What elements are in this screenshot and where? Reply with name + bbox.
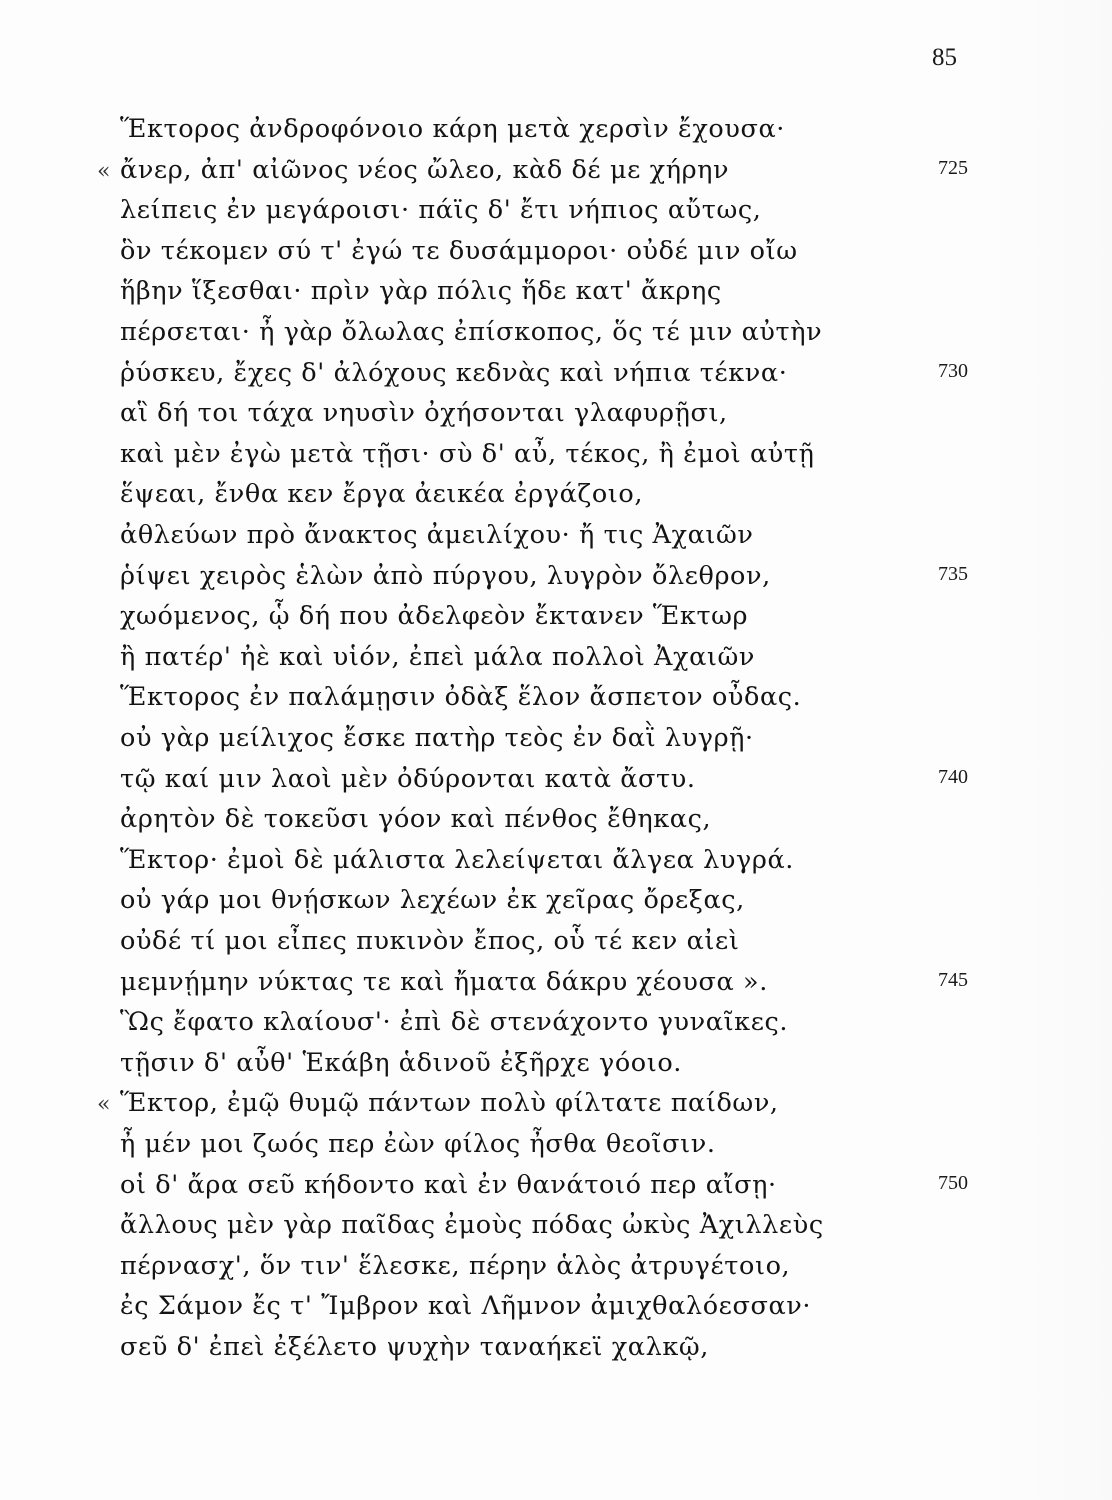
verse-line	[0, 1170, 1112, 1206]
verse-text: Ἕκτορ, ἐμῷ θυμῷ πάντων πολὺ φίλτατε παίδων,	[120, 1088, 779, 1119]
verse-text: χωόμενος, ᾧ δή που ἀδελφεὸν ἔκτανεν Ἕκτωρ	[120, 601, 749, 632]
verse-text: ῥύσκευ, ἔχες δ' ἀλόχους κεδνὰς καὶ νήπια τέκνα·	[120, 357, 788, 388]
verse-line	[0, 1210, 1112, 1246]
verse-text: μεμνῄμην νύκτας τε καὶ ἤματα δάκρυ χέουσα ».	[120, 966, 768, 997]
verse-line	[0, 1088, 1112, 1124]
verse-line	[0, 1007, 1112, 1043]
quote-marker: «	[97, 158, 111, 184]
line-number: 745	[938, 968, 968, 991]
verse-text: οὐδέ τί μοι εἶπες πυκινὸν ἔπος, οὗ τέ κεν αἰεὶ	[120, 926, 740, 956]
verse-line	[0, 114, 1112, 150]
verse-line	[0, 1332, 1112, 1368]
verse-line	[0, 926, 1112, 962]
verse-line	[0, 804, 1112, 840]
verse-text: ἐς Σάμον ἔς τ' Ἴμβρον καὶ Λῆμνον ἀμιχθαλόεσσαν·	[120, 1291, 812, 1322]
verse-text: καὶ μὲν ἐγὼ μετὰ τῇσι· σὺ δ' αὖ, τέκος, ἢ ἐμοὶ αὐτῇ	[120, 438, 815, 469]
verse-line	[0, 885, 1112, 921]
verse-line	[0, 845, 1112, 881]
verse-text: οἱ δ' ἄρα σεῦ κήδοντο καὶ ἐν θανάτοιό περ αἴσῃ·	[120, 1169, 777, 1200]
line-number: 735	[938, 562, 968, 585]
verse-text: τῷ καί μιν λαοὶ μὲν ὀδύρονται κατὰ ἄστυ.	[120, 763, 696, 794]
verse-text: Ἕκτορος ἐν παλάμῃσιν ὀδὰξ ἕλον ἄσπετον οὖδας.	[120, 682, 802, 713]
verse-text: Ἕκτορος ἀνδροφόνοιο κάρη μετὰ χερσὶν ἔχουσα·	[120, 114, 785, 144]
verse-text: ἄνερ, ἀπ' αἰῶνος νέος ὤλεο, κὰδ δέ με χήρην	[120, 154, 730, 185]
verse-line	[0, 1291, 1112, 1327]
verse-text: πέρνασχ', ὅν τιν' ἕλεσκε, πέρην ἁλὸς ἀτρυγέτοιο,	[120, 1250, 791, 1281]
verse-line	[0, 439, 1112, 475]
verse-text: οὐ γάρ μοι θνῄσκων λεχέων ἐκ χεῖρας ὄρεξας,	[120, 885, 745, 916]
verse-text: ῥίψει χειρὸς ἑλὼν ἀπὸ πύργου, λυγρὸν ὄλεθρον,	[120, 560, 771, 591]
verse-line	[0, 967, 1112, 1003]
verse-line	[0, 276, 1112, 312]
verse-text: Ὣς ἔφατο κλαίουσ'· ἐπὶ δὲ στενάχοντο γυναῖκες.	[120, 1007, 789, 1038]
verse-text: πέρσεται· ἦ γὰρ ὄλωλας ἐπίσκοπος, ὅς τέ μιν αὐτὴν	[120, 317, 823, 347]
verse-line	[0, 764, 1112, 800]
verse-line	[0, 155, 1112, 191]
verse-line	[0, 195, 1112, 231]
line-number: 740	[938, 765, 968, 788]
verse-text: οὐ γὰρ μείλιχος ἔσκε πατὴρ τεὸς ἐν δαῒ λυγρῇ·	[120, 723, 754, 753]
verse-text: ἥβην ἵξεσθαι· πρὶν γὰρ πόλις ἥδε κατ' ἄκρης	[120, 276, 722, 307]
verse-text: αἳ δή τοι τάχα νηυσὶν ὀχήσονται γλαφυρῇσι,	[120, 398, 728, 429]
verse-line	[0, 682, 1112, 718]
verse-line	[0, 1251, 1112, 1287]
verse-line	[0, 236, 1112, 272]
quote-marker: «	[97, 1092, 111, 1118]
verse-line	[0, 642, 1112, 678]
verse-text: ἀθλεύων πρὸ ἄνακτος ἀμειλίχου· ἤ τις Ἀχαιῶν	[120, 520, 754, 550]
verse-text: ἄλλους μὲν γὰρ παῖδας ἐμοὺς πόδας ὠκὺς Ἀχιλλεὺς	[120, 1210, 824, 1241]
verse-line	[0, 398, 1112, 434]
line-number: 725	[938, 156, 968, 179]
verse-text: ἦ μέν μοι ζωός περ ἐὼν φίλος ἦσθα θεοῖσιν.	[120, 1129, 716, 1159]
page-number: 85	[932, 44, 957, 71]
line-number: 730	[938, 359, 968, 382]
line-number: 750	[938, 1171, 968, 1194]
verse-text: ἕψεαι, ἔνθα κεν ἔργα ἀεικέα ἐργάζοιο,	[120, 479, 644, 510]
verse-line	[0, 601, 1112, 637]
verse-line	[0, 723, 1112, 759]
verse-text: Ἕκτορ· ἐμοὶ δὲ μάλιστα λελείψεται ἄλγεα λυγρά.	[120, 844, 794, 875]
verse-text: ἀρητὸν δὲ τοκεῦσι γόον καὶ πένθος ἔθηκας,	[120, 804, 712, 835]
verse-text: ὃν τέκομεν σύ τ' ἐγώ τε δυσάμμοροι· οὐδέ μιν οἴω	[120, 235, 798, 266]
verse-line	[0, 520, 1112, 556]
verse-line	[0, 358, 1112, 394]
verse-text: σεῦ δ' ἐπεὶ ἐξέλετο ψυχὴν ταναήκεϊ χαλκῷ,	[120, 1332, 710, 1362]
verse-text: λείπεις ἐν μεγάροισι· πάϊς δ' ἔτι νήπιος αὔτως,	[120, 195, 762, 226]
verse-line	[0, 561, 1112, 597]
verse-line	[0, 1048, 1112, 1084]
verse-text: ἢ πατέρ' ἠὲ καὶ υἱόν, ἐπεὶ μάλα πολλοὶ Ἀχαιῶν	[120, 641, 755, 672]
verse-line	[0, 479, 1112, 515]
verse-line	[0, 1129, 1112, 1165]
verse-text: τῇσιν δ' αὖθ' Ἑκάβη ἁδινοῦ ἐξῆρχε γόοιο.	[120, 1047, 682, 1078]
verse-line	[0, 317, 1112, 353]
